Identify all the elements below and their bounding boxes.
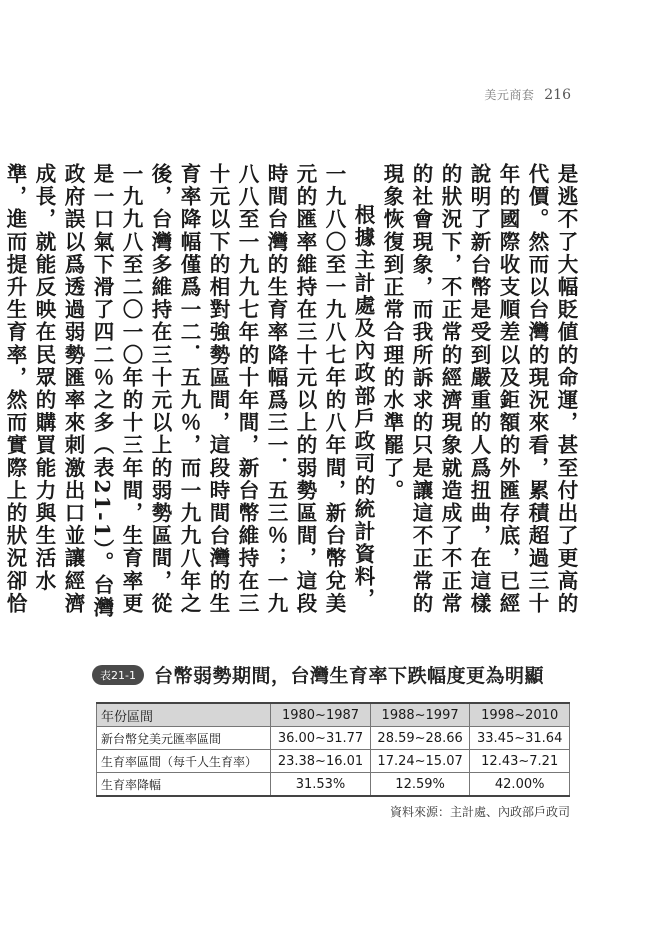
table-row	[97, 750, 570, 773]
table-source-note: 資料來源：主計處、內政部戶政司	[389, 805, 570, 819]
page-header	[484, 86, 571, 103]
data-table	[96, 702, 570, 797]
table-cell: 12.43~7.21	[470, 750, 570, 773]
page-number: 216	[544, 87, 571, 103]
header-cell: 年份區間	[97, 703, 271, 727]
table-row	[97, 727, 570, 750]
body-text	[3, 163, 580, 633]
header-cell: 1998~2010	[470, 703, 570, 727]
table-cell: 36.00~31.77	[271, 727, 371, 750]
header-cell: 1980~1987	[271, 703, 371, 727]
row-label: 生育率區間（每千人生育率）	[97, 750, 271, 773]
table-cell: 23.38~16.01	[271, 750, 371, 773]
table-cell: 42.00%	[470, 773, 570, 797]
table-header-row	[97, 703, 570, 727]
table-cell: 33.45~31.64	[470, 727, 570, 750]
paragraph-2: 根據主計處及內政部戶政司的統計資料，一九八〇至一九八七年的八年間，新台幣兌美元的匯率維持在三十元以上的弱勢區間，這段時間台灣的生育率降幅爲三一．五三％；一九八八至一九九七年的十年間，新台幣維持在三十元以下的相對強勢區間，這段時間台灣的生育率降幅僅爲一二．五九％，而一九九八年之後，台灣多維持在三十元以上的弱勢區間，從一九九八至二〇一〇年的十三年間，生育率更是一口氣下滑了四二％之多（表21-1）。台灣政府誤以爲透過弱勢匯率來刺激出口並讓經濟成長，就能反映在民眾的購買能力與生活水準，進而提升生育率，然而實際上的狀況卻恰	[3, 163, 375, 620]
row-label: 生育率降幅	[97, 773, 271, 797]
table-cell: 17.24~15.07	[370, 750, 470, 773]
table-title: 台幣弱勢期間，台灣生育率下跌幅度更為明顯	[153, 665, 544, 687]
table-number-badge: 表21-1	[92, 665, 144, 685]
table-row	[97, 773, 570, 797]
paragraph-1: 是逃不了大幅貶値的命運，甚至付出了更高的代價。然而以台灣的現況來看，累積超過三十年的國際收支順差以及鉅額的外匯存底，已經說明了新台幣是受到嚴重的人爲扭曲，在這樣的狀況下，不正常的經濟現象就造成了不正常的社會現象，而我所訴求的只是讓這不正常的現象恢復到正常合理的水準罷了。	[380, 163, 578, 615]
header-cell: 1988~1997	[370, 703, 470, 727]
table-cell: 12.59%	[370, 773, 470, 797]
table-cell: 28.59~28.66	[370, 727, 470, 750]
row-label: 新台幣兌美元匯率區間	[97, 727, 271, 750]
table-cell: 31.53%	[271, 773, 371, 797]
table-caption	[92, 661, 544, 688]
running-title: 美元商套	[484, 88, 535, 102]
